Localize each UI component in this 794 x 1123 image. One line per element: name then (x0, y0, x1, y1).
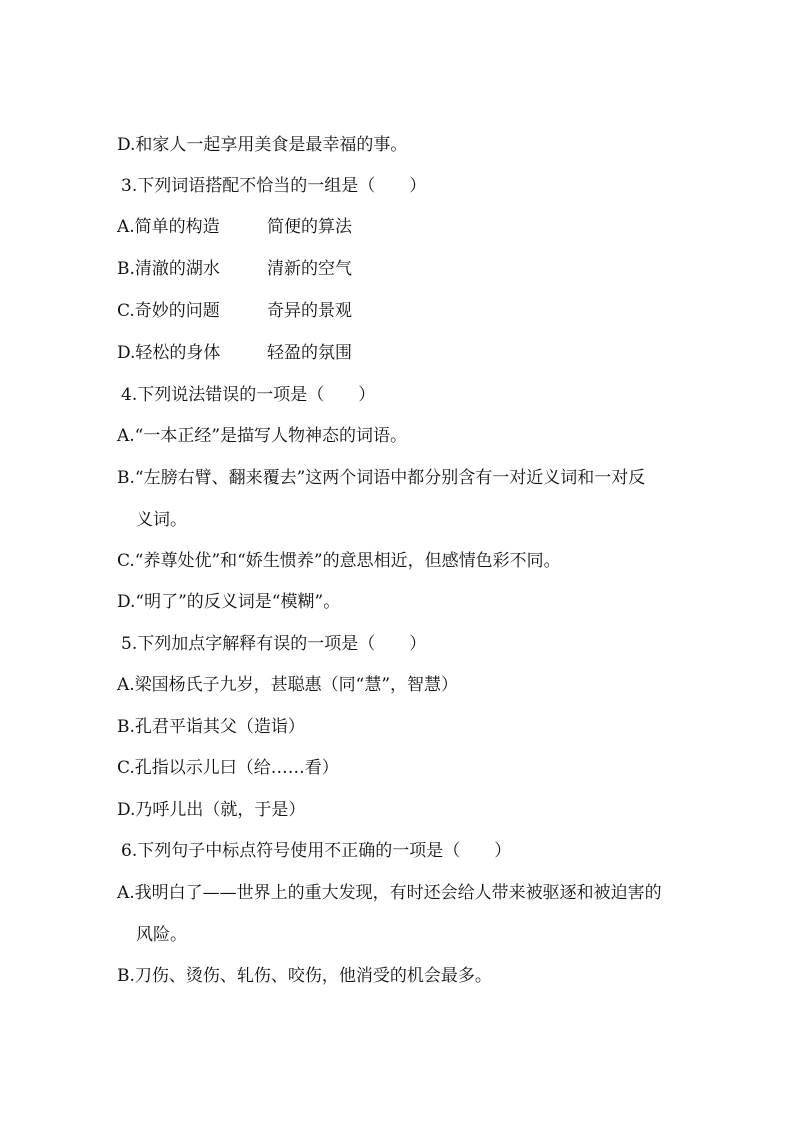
q3-option-c (117, 299, 352, 323)
q5-option-c: C.孔指以示儿曰（给……看） (117, 758, 339, 778)
q4-option-b-continued: 义词。 (136, 510, 187, 530)
q3-option-d-first: D.轻松的身体 (117, 343, 221, 363)
q6-option-b: B.刀伤、烫伤、轧伤、咬伤，他消受的机会最多。 (117, 966, 492, 986)
q3-option-a-second: 简便的算法 (267, 217, 352, 237)
q6-option-a: A.我明白了——世界上的重大发现，有时还会给人带来被驱逐和被迫害的 (117, 883, 662, 903)
q4-option-a: A.“一本正经”是描写人物神态的词语。 (117, 426, 408, 446)
q5-option-a: A.梁国杨氏子九岁，甚聪惠（同“慧”，智慧） (117, 675, 459, 695)
question-3: 3.下列词语搭配不恰当的一组是（ ） (121, 176, 427, 196)
q5-option-b: B.孔君平诣其父（造诣） (117, 717, 305, 737)
q6-option-a-continued: 风险。 (136, 925, 187, 945)
q5-option-d: D.乃呼儿出（就，于是） (117, 800, 306, 820)
q2-option-d: D.和家人一起享用美食是最幸福的事。 (117, 135, 408, 155)
q3-option-c-first: C.奇妙的问题 (117, 301, 220, 321)
question-4: 4.下列说法错误的一项是（ ） (121, 385, 376, 405)
q4-option-b: B.“左膀右臂、翻来覆去”这两个词语中都分别含有一对近义词和一对反 (117, 468, 646, 488)
q3-option-b-second: 清新的空气 (267, 259, 352, 279)
q3-option-a-first: A.简单的构造 (117, 217, 220, 237)
q3-option-d-second: 轻盈的氛围 (267, 343, 352, 363)
q4-option-c: C.“养尊处优”和“娇生惯养”的意思相近，但感情色彩不同。 (117, 551, 561, 571)
question-6: 6.下列句子中标点符号使用不正确的一项是（ ） (121, 841, 512, 861)
question-5: 5.下列加点字解释有误的一项是（ ） (121, 634, 427, 654)
q3-option-a (117, 215, 352, 239)
q3-option-c-second: 奇异的景观 (267, 301, 352, 321)
q3-option-d (117, 341, 352, 365)
q3-option-b-first: B.清澈的湖水 (117, 259, 220, 279)
q3-option-b (117, 257, 352, 281)
q4-option-d: D.“明了”的反义词是“模糊”。 (117, 592, 341, 612)
